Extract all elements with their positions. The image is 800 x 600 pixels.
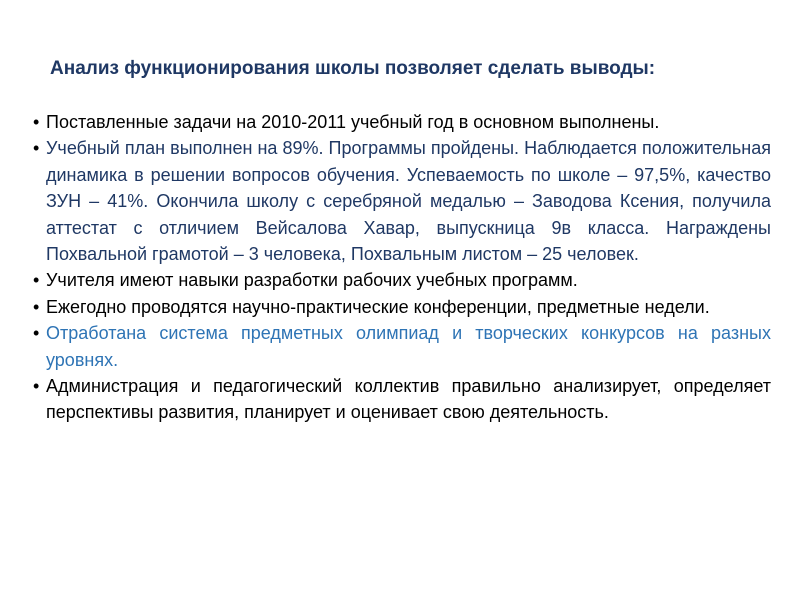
list-item-text: Отработана система предметных олимпиад и творческих конкурсов на разных уровнях. — [46, 323, 771, 370]
list-item — [33, 373, 771, 426]
list-item-text: Учебный план выполнен на 89%. Программы пройдены. Наблюдается положительная динамика в решении вопросов обучения. Успеваемость по школе – 97,5%, качество ЗУН – 41%. Окончила школу с серебряной медалью – Заводова Ксения, получила аттестат с отличием Вейсалова Хавар, выпускница 9в класса. Награждены Похвальной грамотой – 3 человека, Похвальным листом – 25 человек. — [46, 138, 771, 265]
bullet-icon: • — [33, 270, 40, 291]
bullet-icon: • — [33, 138, 40, 159]
bullet-icon: • — [33, 112, 40, 132]
list-item-text: Администрация и педагогический коллектив правильно анализирует, определяет перспективы развития, планирует и оценивает свою деятельность. — [46, 376, 771, 423]
list-item-text: Ежегодно проводятся научно-практические конференции, предметные недели. — [46, 296, 710, 317]
list-item-text: Поставленные задачи на 2010-2011 учебный год в основном выполнены. — [46, 112, 660, 132]
list-item-text: Учителя имеют навыки разработки рабочих учебных программ. — [46, 270, 578, 291]
conclusions-list — [33, 109, 771, 426]
list-item — [33, 135, 771, 267]
list-item — [33, 109, 771, 135]
bullet-icon: • — [33, 323, 40, 344]
bullet-icon: • — [33, 296, 40, 317]
bullet-icon: • — [33, 376, 40, 397]
slide-title: Анализ функционирования школы позволяет сделать выводы: — [50, 58, 656, 79]
list-item — [33, 320, 771, 373]
list-item — [33, 267, 771, 293]
list-item — [33, 294, 771, 320]
